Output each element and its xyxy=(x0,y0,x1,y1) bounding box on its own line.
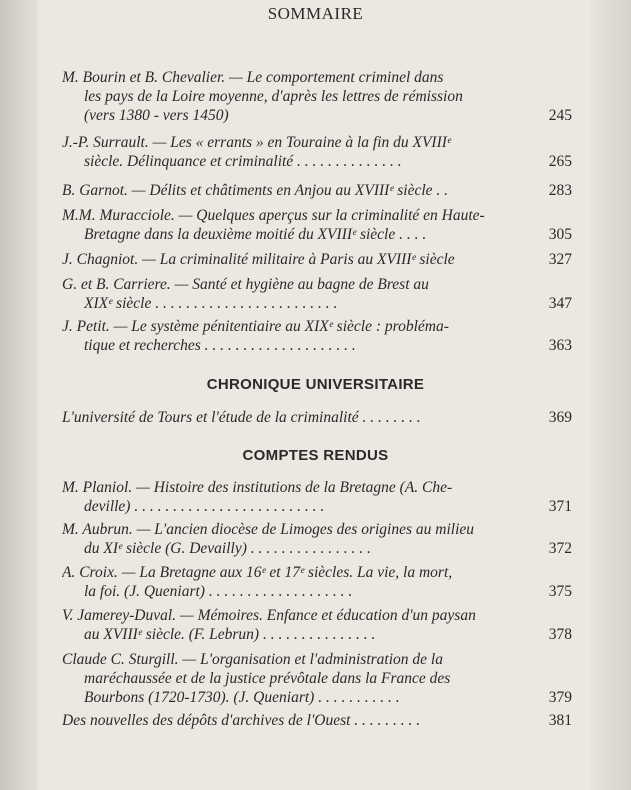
toc-page-number: 375 xyxy=(543,582,572,601)
toc-line: maréchaussée et de la justice prévôtale dans la France des xyxy=(84,670,451,687)
heading-sommaire: SOMMAIRE xyxy=(267,4,364,23)
toc-page-number: 369 xyxy=(543,408,572,427)
toc-line: la foi. (J. Queniart) . . . . . . . . . . . . . . . . . . . xyxy=(84,583,353,600)
toc-line: G. et B. Carriere. — Santé et hygiène au bagne de Brest au xyxy=(62,276,429,293)
toc-line: M. Planiol. — Histoire des institutions de la Bretagne (A. Che- xyxy=(62,479,453,496)
toc-page-number: 381 xyxy=(543,711,572,730)
toc-page-number: 327 xyxy=(543,250,572,269)
toc-page-number: 305 xyxy=(543,225,572,244)
toc-page-number: 378 xyxy=(543,625,572,644)
toc-line: J. Petit. — Le système pénitentiaire au XIXᵉ siècle : probléma- xyxy=(62,318,449,335)
toc-entry-aubrun xyxy=(62,520,572,558)
toc-line: Bourbons (1720-1730). (J. Queniart) . . . . . . . . . . . xyxy=(84,689,400,706)
toc-line: siècle. Délinquance et criminalité . . . . . . . . . . . . . . xyxy=(84,153,402,170)
toc-page-number: 245 xyxy=(543,106,572,125)
toc-line: XIXᵉ siècle . . . . . . . . . . . . . . . . . . . . . . . . xyxy=(84,295,338,312)
toc-line: (vers 1380 - vers 1450) xyxy=(84,107,229,124)
toc-entry-petit xyxy=(62,317,572,355)
page-right-edge xyxy=(591,0,631,790)
toc-line: Des nouvelles des dépôts d'archives de l'Ouest . . . . . . . . . xyxy=(62,712,421,729)
toc-entry-chagniot xyxy=(62,250,572,269)
toc-line: du XIᵉ siècle (G. Devailly) . . . . . . . . . . . . . . . . xyxy=(84,540,371,557)
toc-entry-bourin xyxy=(62,68,572,125)
toc-entry-nouvelles-archives xyxy=(62,711,572,730)
toc-line: J. Chagniot. — La criminalité militaire à Paris au XVIIIᵉ siècle xyxy=(62,251,455,268)
toc-entry-surrault xyxy=(62,133,572,171)
toc-page-number: 265 xyxy=(543,152,572,171)
toc-entry-garnot xyxy=(62,181,572,200)
toc-line: L'université de Tours et l'étude de la criminalité . . . . . . . . xyxy=(62,409,421,426)
toc-line: les pays de la Loire moyenne, d'après les lettres de rémission xyxy=(84,88,463,105)
toc-page-number: 283 xyxy=(543,181,572,200)
toc-line: au XVIIIᵉ siècle. (F. Lebrun) . . . . . . . . . . . . . . . xyxy=(84,626,376,643)
toc-line: J.-P. Surrault. — Les « errants » en Touraine à la fin du XVIIIᵉ xyxy=(62,134,451,151)
toc-page-number: 363 xyxy=(543,336,572,355)
toc-line: M. Aubrun. — L'ancien diocèse de Limoges des origines au milieu xyxy=(62,521,475,538)
page-gutter-shadow xyxy=(0,0,38,790)
toc-line: deville) . . . . . . . . . . . . . . . . . . . . . . . . . xyxy=(84,498,325,515)
toc-page-number: 372 xyxy=(543,539,572,558)
toc-entry-jamerey-duval xyxy=(62,606,572,644)
toc-line: M.M. Muracciole. — Quelques aperçus sur la criminalité en Haute- xyxy=(62,207,485,224)
toc-line: Claude C. Sturgill. — L'organisation et l'administration de la xyxy=(62,651,443,668)
toc-line: Bretagne dans la deuxième moitié du XVIIIᵉ siècle . . . . xyxy=(84,226,427,243)
toc-line: tique et recherches . . . . . . . . . . . . . . . . . . . . xyxy=(84,337,356,354)
toc-entry-universite-tours xyxy=(62,408,572,427)
toc-entry-planiol xyxy=(62,478,572,516)
toc-line: A. Croix. — La Bretagne aux 16ᵉ et 17ᵉ siècles. La vie, la mort, xyxy=(62,564,453,581)
toc-line: V. Jamerey-Duval. — Mémoires. Enfance et éducation d'un paysan xyxy=(62,607,476,624)
toc-page-number: 379 xyxy=(543,688,572,707)
toc-line: M. Bourin et B. Chevalier. — Le comportement criminel dans xyxy=(62,69,444,86)
toc-line: B. Garnot. — Délits et châtiments en Anjou au XVIIIᵉ siècle . . xyxy=(62,182,449,199)
toc-page-number: 371 xyxy=(543,497,572,516)
toc-entry-sturgill xyxy=(62,650,572,707)
heading-comptes-rendus: COMPTES RENDUS xyxy=(242,447,389,464)
toc-entry-muracciole xyxy=(62,206,572,244)
toc-page-number: 347 xyxy=(543,294,572,313)
heading-chronique: CHRONIQUE UNIVERSITAIRE xyxy=(206,376,425,393)
toc-entry-croix xyxy=(62,563,572,601)
toc-entry-carriere xyxy=(62,275,572,313)
